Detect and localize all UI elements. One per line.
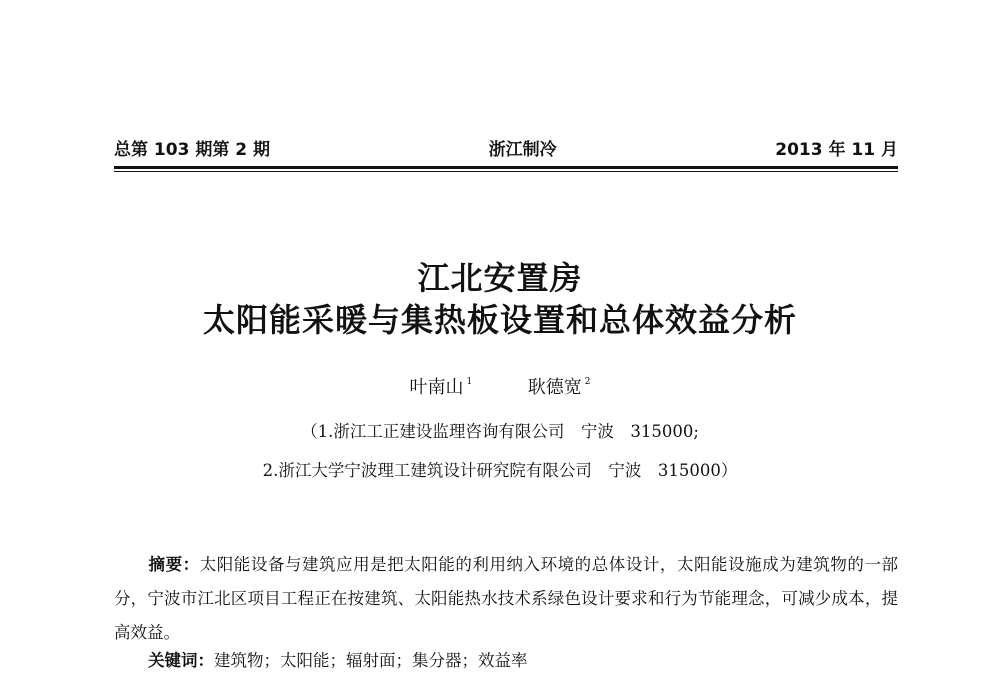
abstract-text: 太阳能设备与建筑应用是把太阳能的利用纳入环境的总体设计，太阳能设施成为建筑物的一部分，宁波市江北区项目工程正在按建筑、太阳能热水技术系绿色设计要求和行为节能理念，可减少成本，提高效益。 [114,555,899,642]
title-line-1: 江北安置房 [417,259,583,297]
author-list [0,373,1000,399]
affiliation-line-1: （1.浙江工正建设监理咨询有限公司 宁波 315000; [301,422,699,441]
affiliation-line-2: 2.浙江大学宁波理工建筑设计研究院有限公司 宁波 315000） [262,461,738,480]
journal-header [114,140,898,160]
abstract [114,548,898,650]
keywords [148,647,528,671]
abstract-label: 摘要： [148,555,200,574]
keywords-label: 关键词： [148,651,214,670]
header-rule-thick [114,166,898,169]
keywords-text: 建筑物；太阳能；辐射面；集分器；效益率 [214,651,528,670]
author-affiliation-mark: 2 [584,377,591,387]
author-affiliation-mark: 1 [466,377,473,387]
author-name: 叶南山 [409,377,464,398]
title-line-2: 太阳能采暖与集热板设置和总体效益分析 [202,301,797,339]
publication-date: 2013 年 11 月 [775,140,898,160]
journal-name: 浙江制冷 [488,140,557,160]
author-name: 耿德宽 [527,377,582,398]
header-rule-thin [114,171,898,172]
issue-number: 总第 103 期第 2 期 [114,140,270,160]
